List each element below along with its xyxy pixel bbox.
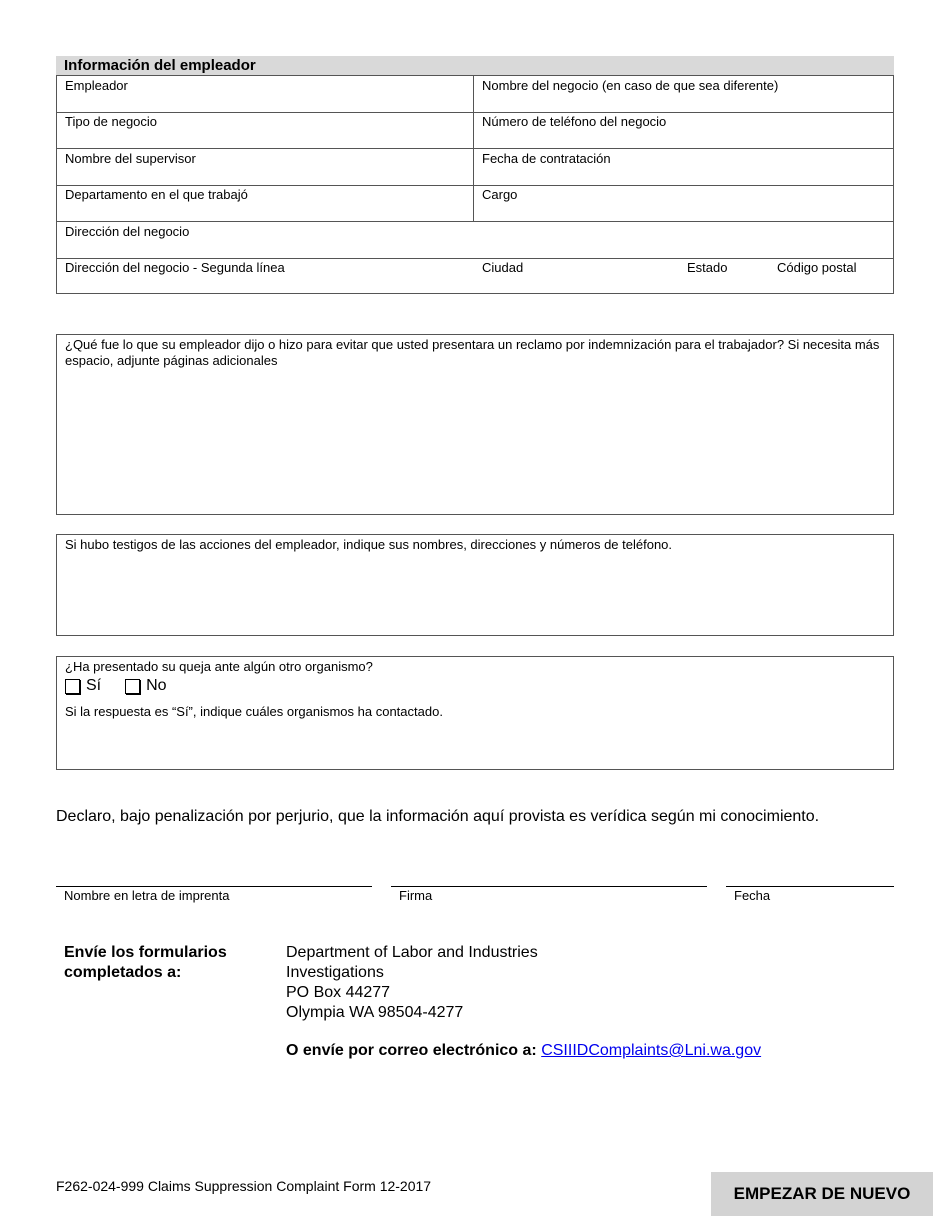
form-id-footer: F262-024-999 Claims Suppression Complaint Form 12-2017: [56, 1178, 432, 1194]
email-prefix: O envíe por correo electrónico a:: [286, 1042, 537, 1059]
send-to-label-line1: Envíe los formularios: [64, 944, 227, 961]
table-row: [57, 185, 893, 222]
position-field[interactable]: Cargo: [482, 187, 518, 202]
employer-section-title: Información del empleador: [56, 56, 894, 75]
city-field[interactable]: Ciudad: [482, 260, 524, 275]
other-agency-options: [65, 676, 885, 696]
address-line: PO Box 44277: [286, 984, 391, 1001]
perjury-declaration: Declaro, bajo penalización por perjurio, que la información aquí provista es verídica según mi conocimiento.: [56, 808, 820, 825]
no-label: No: [146, 677, 167, 694]
table-row: [57, 149, 893, 186]
other-agency-box: [56, 656, 894, 770]
table-row: [57, 76, 893, 113]
reset-form-button[interactable]: EMPEZAR DE NUEVO: [711, 1172, 933, 1216]
no-checkbox[interactable]: [125, 679, 140, 694]
email-instruction: [286, 1042, 761, 1060]
department-field[interactable]: Departamento en el que trabajó: [57, 185, 474, 221]
business-type-field[interactable]: Tipo de negocio: [57, 112, 474, 148]
zip-field[interactable]: Código postal: [777, 260, 857, 275]
table-row: [57, 112, 893, 149]
business-address-field[interactable]: Dirección del negocio: [65, 224, 190, 239]
print-name-label: Nombre en letra de imprenta: [64, 888, 230, 903]
business-name-field[interactable]: Nombre del negocio (en caso de que sea diferente): [482, 78, 779, 93]
send-to-label: [64, 943, 264, 983]
employer-info-table: [56, 75, 894, 294]
witnesses-question: Si hubo testigos de las acciones del empleador, indique sus nombres, direcciones y números de teléfono.: [65, 537, 673, 552]
yes-option[interactable]: [65, 678, 101, 694]
other-agency-question: ¿Ha presentado su queja ante algún otro organismo?: [65, 659, 373, 674]
address-line: Investigations: [286, 964, 384, 981]
supervisor-name-field[interactable]: Nombre del supervisor: [57, 149, 474, 185]
signature-line[interactable]: [391, 886, 707, 888]
address-line: Olympia WA 98504-4277: [286, 1004, 464, 1021]
employer-actions-textarea[interactable]: [56, 334, 894, 515]
table-row: [57, 258, 893, 295]
yes-checkbox[interactable]: [65, 679, 80, 694]
business-address2-field[interactable]: Dirección del negocio - Segunda línea: [65, 260, 285, 275]
no-option[interactable]: [125, 678, 166, 694]
address-line: Department of Labor and Industries: [286, 944, 538, 961]
date-label: Fecha: [734, 888, 771, 903]
table-row: [57, 222, 893, 259]
other-agency-followup[interactable]: Si la respuesta es “Sí”, indique cuáles organismos ha contactado.: [65, 704, 443, 719]
employer-actions-question: ¿Qué fue lo que su empleador dijo o hizo para evitar que usted presentara un reclamo por indemnización para el trabajador? Si necesita más espacio, adjunte páginas adicionales: [65, 337, 880, 368]
yes-label: Sí: [86, 677, 102, 694]
send-to-label-line2: completados a:: [64, 964, 182, 981]
email-link[interactable]: CSIIIDComplaints@Lni.wa.gov: [541, 1042, 762, 1059]
hire-date-field[interactable]: Fecha de contratación: [482, 151, 611, 166]
mailing-address: [286, 943, 538, 1023]
signature-label: Firma: [399, 888, 433, 903]
state-field[interactable]: Estado: [687, 260, 728, 275]
witnesses-textarea[interactable]: [56, 534, 894, 636]
employer-field[interactable]: Empleador: [57, 76, 474, 112]
business-phone-field[interactable]: Número de teléfono del negocio: [482, 114, 667, 129]
